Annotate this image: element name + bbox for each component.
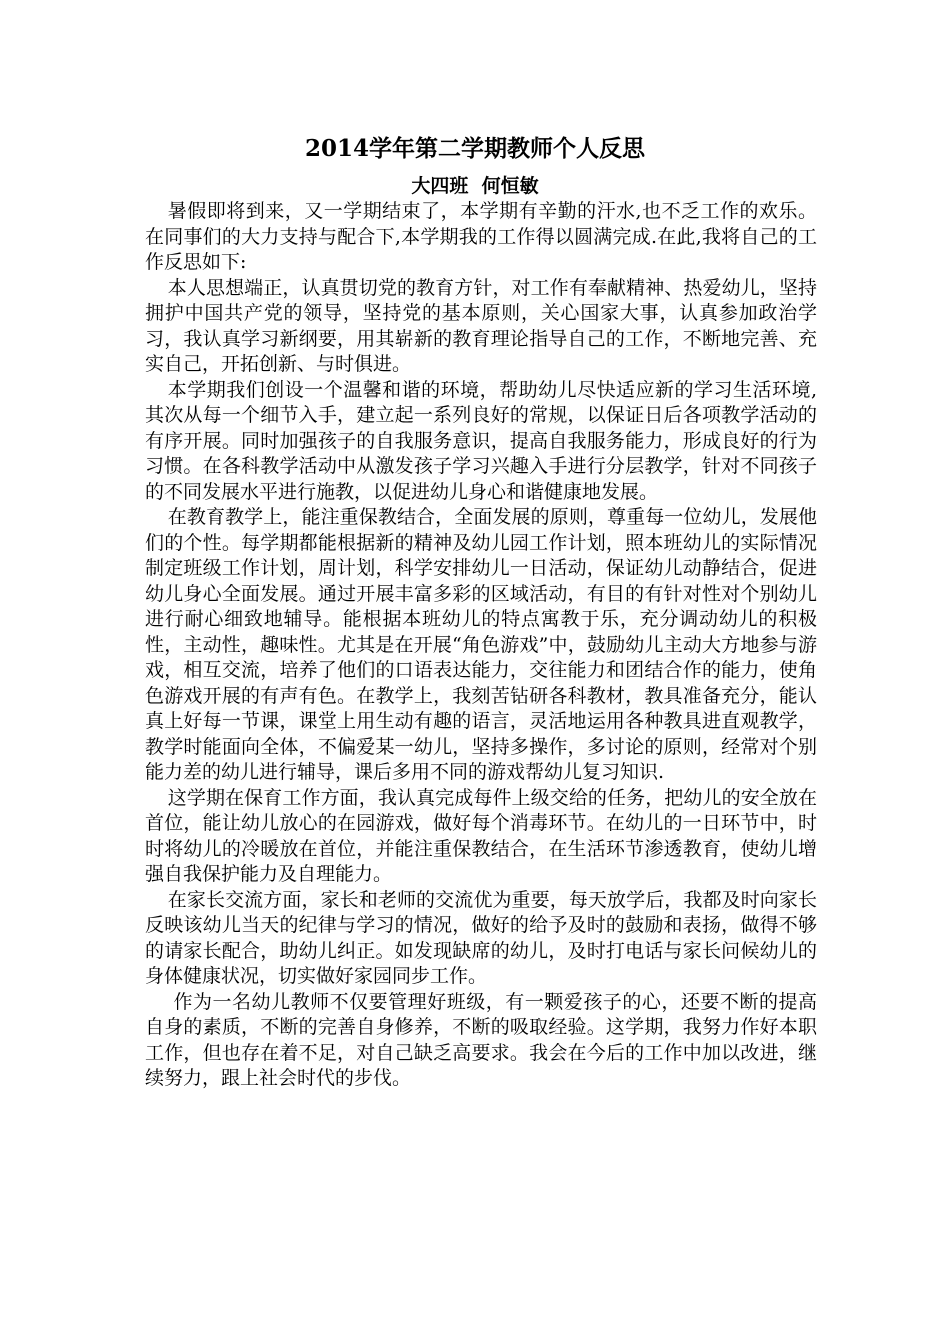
paragraph-intro: 暑假即将到来，又一学期结束了，本学期有辛勤的汗水,也不乏工作的欢乐。在同事们的大力支持与配合下,本学期我的工作得以圆满完成.在此,我将自己的工作反思如下: [145,200,817,273]
document-subtitle: 大四班 何恒敏 [411,175,539,197]
document-title: 2014学年第二学期教师个人反思 [304,135,645,162]
paragraph-ideology: 本人思想端正，认真贯切党的教育方针，对工作有奉献精神、热爱幼儿，坚持拥护中国共产党的领导，坚持党的基本原则，关心国家大事，认真参加政治学习，我认真学习新纲要，用其崭新的教育理论指导自己的工作，不断地完善、充实自己，开拓创新、与时俱进。 [145,276,817,375]
paragraph-conclusion: 作为一名幼儿教师不仅要管理好班级，有一颗爱孩子的心，还要不断的提高自身的素质，不断的完善自身修养，不断的吸取经验。这学期，我努力作好本职工作，但也存在着不足，对自己缺乏高要求。我会在今后的工作中加以改进，继续努力，跟上社会时代的步伐。 [145,990,817,1089]
paragraph-care: 这学期在保育工作方面，我认真完成每件上级交给的任务，把幼儿的安全放在首位，能让幼儿放心的在园游戏，做好每个消毒环节。在幼儿的一日环节中，时时将幼儿的冷暖放在首位，并能注重保教结合，在生活环节渗透教育，使幼儿增强自我保护能力及自理能力。 [145,786,817,885]
paragraph-environment: 本学期我们创设一个温馨和谐的环境，帮助幼儿尽快适应新的学习生活环境,其次从每一个细节入手，建立起一系列良好的常规，以保证日后各项教学活动的有序开展。同时加强孩子的自我服务意识，提高自我服务能力，形成良好的行为习惯。在各科教学活动中从激发孩子学习兴趣入手进行分层教学，针对不同孩子的不同发展水平进行施教，以促进幼儿身心和谐健康地发展。 [145,378,817,503]
paragraph-teaching: 在教育教学上，能注重保教结合，全面发展的原则，尊重每一位幼儿，发展他们的个性。每学期都能根据新的精神及幼儿园工作计划，照本班幼儿的实际情况制定班级工作计划，周计划，科学安排幼儿一日活动，保证幼儿动静结合，促进幼儿身心全面发展。通过开展丰富多彩的区域活动，有目的有针对性对个别幼儿进行耐心细致地辅导。能根据本班幼儿的特点寓教于乐，充分调动幼儿的积极性，主动性，趣味性。尤其是在开展“角色游戏”中，鼓励幼儿主动大方地参与游戏，相互交流，培养了他们的口语表达能力，交往能力和团结合作的能力，使角色游戏开展的有声有色。在教学上，我刻苦钻研各科教材，教具准备充分，能认真上好每一节课，课堂上用生动有趣的语言，灵活地运用各种教具进直观教学，教学时能面向全体，不偏爱某一幼儿，坚持多操作，多讨论的原则，经常对个别能力差的幼儿进行辅导，课后多用不同的游戏帮幼儿复习知识. [145,506,817,783]
paragraph-parents: 在家长交流方面，家长和老师的交流优为重要，每天放学后，我都及时向家长反映该幼儿当天的纪律与学习的情况，做好的给予及时的鼓励和表扬，做得不够的请家长配合，助幼儿纠正。如发现缺席的幼儿，及时打电话与家长问候幼儿的身体健康状况，切实做好家园同步工作。 [145,888,817,987]
document-body [145,199,817,1092]
